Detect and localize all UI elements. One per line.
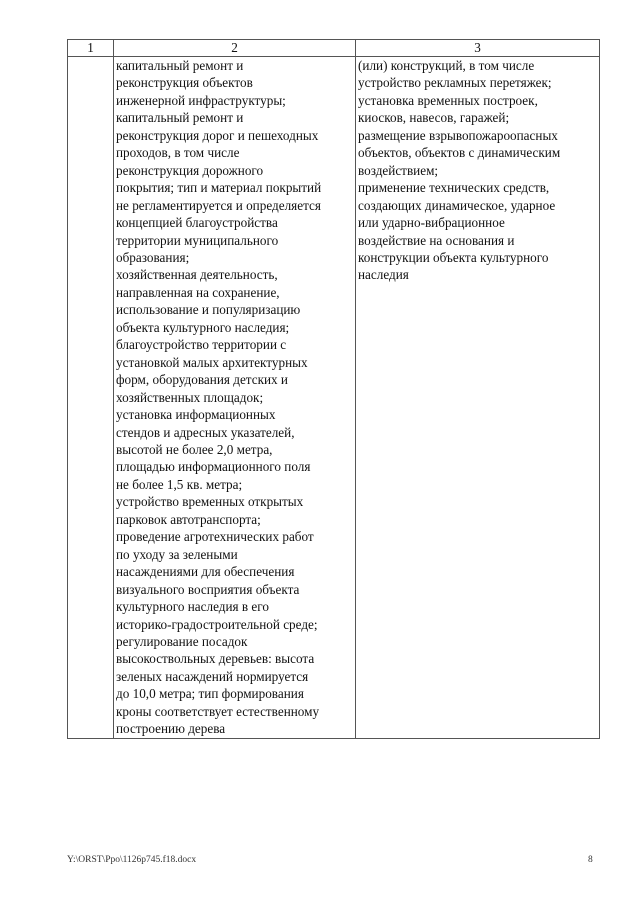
text-line: наследия (358, 267, 409, 283)
text-line: установкой малых архитектурных (116, 354, 308, 370)
text-line: устройство временных открытых (116, 494, 304, 510)
text-line: применение технических средств, (358, 180, 550, 196)
text-line: конструкции объекта культурного (358, 249, 549, 265)
text-line: капитальный ремонт и (116, 58, 244, 73)
text-line: кроны соответствует естественному (116, 703, 320, 719)
text-line: инженерной инфраструктуры; (116, 92, 286, 108)
body-cell-3 (356, 57, 600, 739)
text-line: образования; (116, 249, 190, 265)
page-number: 8 (588, 855, 593, 865)
body-cell-2 (114, 57, 356, 739)
text-line: не регламентируется и определяется (116, 197, 321, 213)
text-line: концепцией благоустройства (116, 215, 278, 231)
text-line: установка временных построек, (358, 92, 538, 108)
text-line: высокоствольных деревьев: высота (116, 651, 315, 667)
table-body-row (68, 57, 600, 739)
header-cell-1: 1 (68, 40, 114, 57)
prohibited-activities-text (358, 57, 599, 284)
text-line: реконструкция объектов (116, 75, 253, 91)
text-line: покрытия; тип и материал покрытий (116, 180, 322, 196)
text-line: проведение агротехнических работ (116, 529, 314, 545)
text-line: проходов, в том числе (116, 145, 240, 161)
text-line: культурного наследия в его (116, 599, 269, 615)
text-line: стендов и адресных указателей, (116, 424, 295, 440)
text-line: реконструкция дорог и пешеходных (116, 127, 319, 143)
text-line: (или) конструкций, в том числе (358, 58, 535, 73)
text-line: хозяйственная деятельность, (116, 267, 278, 283)
text-line: площадью информационного поля (116, 459, 311, 475)
footer-file-path: Y:\ORST\Ppo\1126p745.f18.docx (67, 855, 197, 865)
text-line: реконструкция дорожного (116, 162, 264, 178)
text-line: использование и популяризацию (116, 302, 301, 318)
table-header-row (68, 40, 600, 57)
text-line: регулирование посадок (116, 633, 248, 649)
text-line: территории муниципального (116, 232, 279, 248)
content-table (67, 39, 600, 739)
text-line: или ударно-вибрационное (358, 215, 505, 231)
text-line: объекта культурного наследия; (116, 319, 290, 335)
header-cell-3: 3 (356, 40, 600, 57)
text-line: форм, оборудования детских и (116, 372, 288, 388)
text-line: по уходу за зелеными (116, 546, 238, 562)
text-line: капитальный ремонт и (116, 110, 244, 126)
text-line: визуального восприятия объекта (116, 581, 300, 597)
header-cell-2: 2 (114, 40, 356, 57)
body-cell-1 (68, 57, 114, 739)
text-line: установка информационных (116, 407, 276, 423)
text-line: размещение взрывопожароопасных (358, 127, 558, 143)
text-line: парковок автотранспорта; (116, 511, 261, 527)
text-line: до 10,0 метра; тип формирования (116, 686, 304, 702)
text-line: объектов, объектов с динамическим (358, 145, 561, 161)
text-line: создающих динамическое, ударное (358, 197, 556, 213)
text-line: благоустройство территории с (116, 337, 287, 353)
text-line: не более 1,5 кв. метра; (116, 476, 243, 492)
text-line: историко-градостроительной среде; (116, 616, 318, 632)
text-line: воздействием; (358, 162, 439, 178)
text-line: высотой не более 2,0 метра, (116, 441, 273, 457)
text-line: хозяйственных площадок; (116, 389, 264, 405)
text-line: киосков, навесов, гаражей; (358, 110, 510, 126)
text-line: насаждениями для обеспечения (116, 564, 295, 580)
text-line: устройство рекламных перетяжек; (358, 75, 552, 91)
text-line: зеленых насаждений нормируется (116, 668, 309, 684)
text-line: направленная на сохранение, (116, 284, 280, 300)
text-line: построению дерева (116, 721, 226, 737)
permitted-activities-text (116, 57, 355, 738)
text-line: воздействие на основания и (358, 232, 515, 248)
